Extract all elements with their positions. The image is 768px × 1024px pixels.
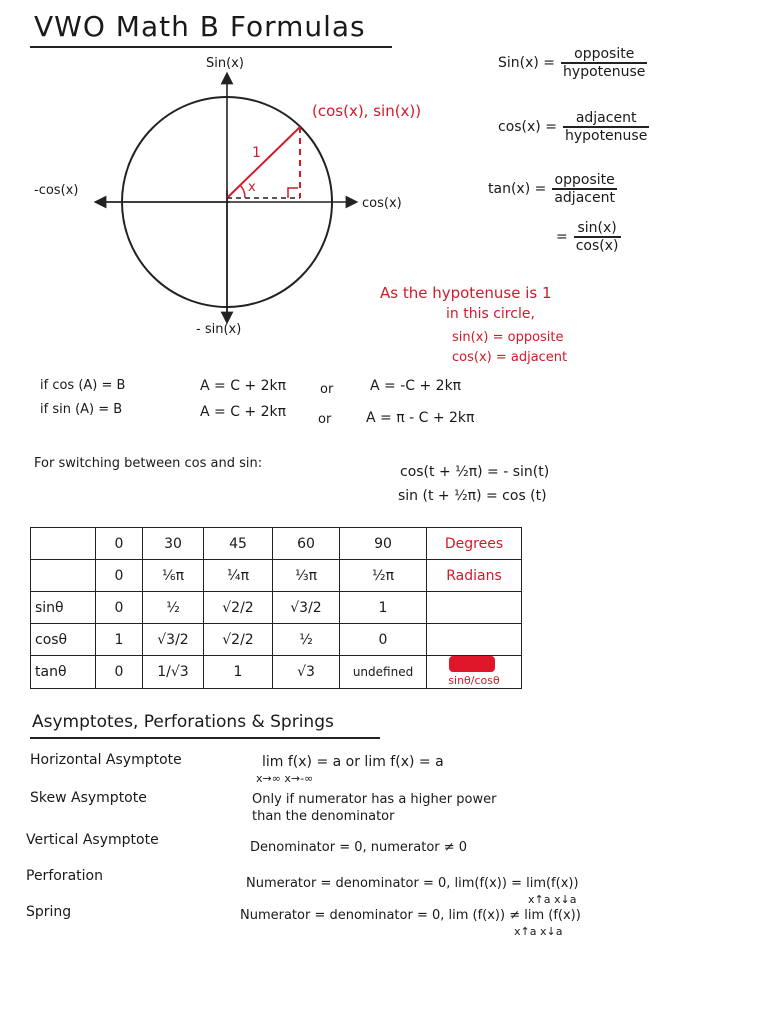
sin-solution-a: A = C + 2kπ xyxy=(200,404,287,420)
skew-asymptote-name: Skew Asymptote xyxy=(30,790,147,806)
angle-values-table xyxy=(30,527,522,689)
right-angle-marker xyxy=(288,188,298,198)
cos-solution-b: A = -C + 2kπ xyxy=(370,378,462,394)
title-underline xyxy=(30,46,392,48)
tan-extra-cell: sinθ/cosθ xyxy=(427,656,522,689)
cos-definition: cos(x) = $\frac{\text{adjacent}}{\text{hypotenuse}}$ xyxy=(498,110,648,144)
vertical-asymptote-name: Vertical Asymptote xyxy=(26,832,159,848)
cos-solution-or: or xyxy=(320,382,334,397)
tan-definition: tan(x) = $\frac{\text{opposite}}{\text{adjacent}}$ xyxy=(488,172,615,206)
tan-row-label: tanθ xyxy=(31,656,96,689)
page-title: VWO Math B Formulas xyxy=(34,10,366,43)
cos-row-label: cosθ xyxy=(31,624,96,656)
asymptotes-underline xyxy=(30,737,380,739)
table-row: tanθ 0 1/√3 1 √3 undefined sinθ/cosθ xyxy=(31,656,522,689)
perforation-desc: Numerator = denominator = 0, lim(f(x)) = lim(f(x)) xyxy=(246,876,579,891)
angle-arc xyxy=(240,185,245,198)
skew-asymptote-desc: Only if numerator has a higher power xyxy=(252,792,497,807)
radius-label: 1 xyxy=(252,145,261,161)
degrees-label: Degrees xyxy=(427,528,522,560)
cos-solution-condition: if cos (A) = B xyxy=(40,378,126,393)
sin-solution-or: or xyxy=(318,412,332,427)
asymptotes-heading: Asymptotes, Perforations & Springs xyxy=(32,712,334,732)
table-row: cosθ 1 √3/2 √2/2 ½ 0 xyxy=(31,624,522,656)
horizontal-asymptote-desc: lim f(x) = a or lim f(x) = a xyxy=(262,754,444,770)
switching-formula-1: cos(t + ½π) = - sin(t) xyxy=(400,464,550,480)
neg-sin-label: - sin(x) xyxy=(196,322,242,337)
spring-desc: Numerator = denominator = 0, lim (f(x)) ≠ lim (f(x)) xyxy=(240,908,581,923)
sin-axis-label: Sin(x) xyxy=(206,56,244,71)
sin-solution-condition: if sin (A) = B xyxy=(40,402,123,417)
cos-axis-label: cos(x) xyxy=(362,196,402,211)
skew-asymptote-sub: than the denominator xyxy=(252,809,395,824)
note-line-4: cos(x) = adjacent xyxy=(452,350,568,365)
note-line-2: in this circle, xyxy=(446,306,535,322)
switching-formula-2: sin (t + ½π) = cos (t) xyxy=(398,488,547,504)
horizontal-asymptote-name: Horizontal Asymptote xyxy=(30,752,182,768)
scribble-mark xyxy=(449,656,495,672)
table-row: 0 30 45 60 90 Degrees xyxy=(31,528,522,560)
tan-sin-cos-definition: = $\frac{\sin(x)}{\cos(x)}$ xyxy=(556,220,619,254)
sin-row-label: sinθ xyxy=(31,592,96,624)
perforation-name: Perforation xyxy=(26,868,103,884)
table-row: 0 ⅙π ¼π ⅓π ½π Radians xyxy=(31,560,522,592)
spring-sub: x↑a x↓a xyxy=(514,925,563,938)
horizontal-asymptote-sub: x→∞ x→-∞ xyxy=(256,772,314,785)
sin-solution-b: A = π - C + 2kπ xyxy=(366,410,475,426)
angle-label: x xyxy=(248,180,256,195)
cos-solution-a: A = C + 2kπ xyxy=(200,378,287,394)
sin-definition: Sin(x) = $\frac{\text{opposite}}{\text{hypotenuse}}$ xyxy=(498,46,646,80)
neg-cos-label: -cos(x) xyxy=(34,183,79,198)
perforation-sub: x↑a x↓a xyxy=(528,893,577,906)
note-line-3: sin(x) = opposite xyxy=(452,330,564,345)
radians-label: Radians xyxy=(427,560,522,592)
note-line-1: As the hypotenuse is 1 xyxy=(380,284,552,302)
point-label: (cos(x), sin(x)) xyxy=(312,102,422,120)
table-row: sinθ 0 ½ √2/2 √3/2 1 xyxy=(31,592,522,624)
vertical-asymptote-desc: Denominator = 0, numerator ≠ 0 xyxy=(250,840,468,855)
spring-name: Spring xyxy=(26,904,72,920)
switching-label: For switching between cos and sin: xyxy=(34,456,263,471)
